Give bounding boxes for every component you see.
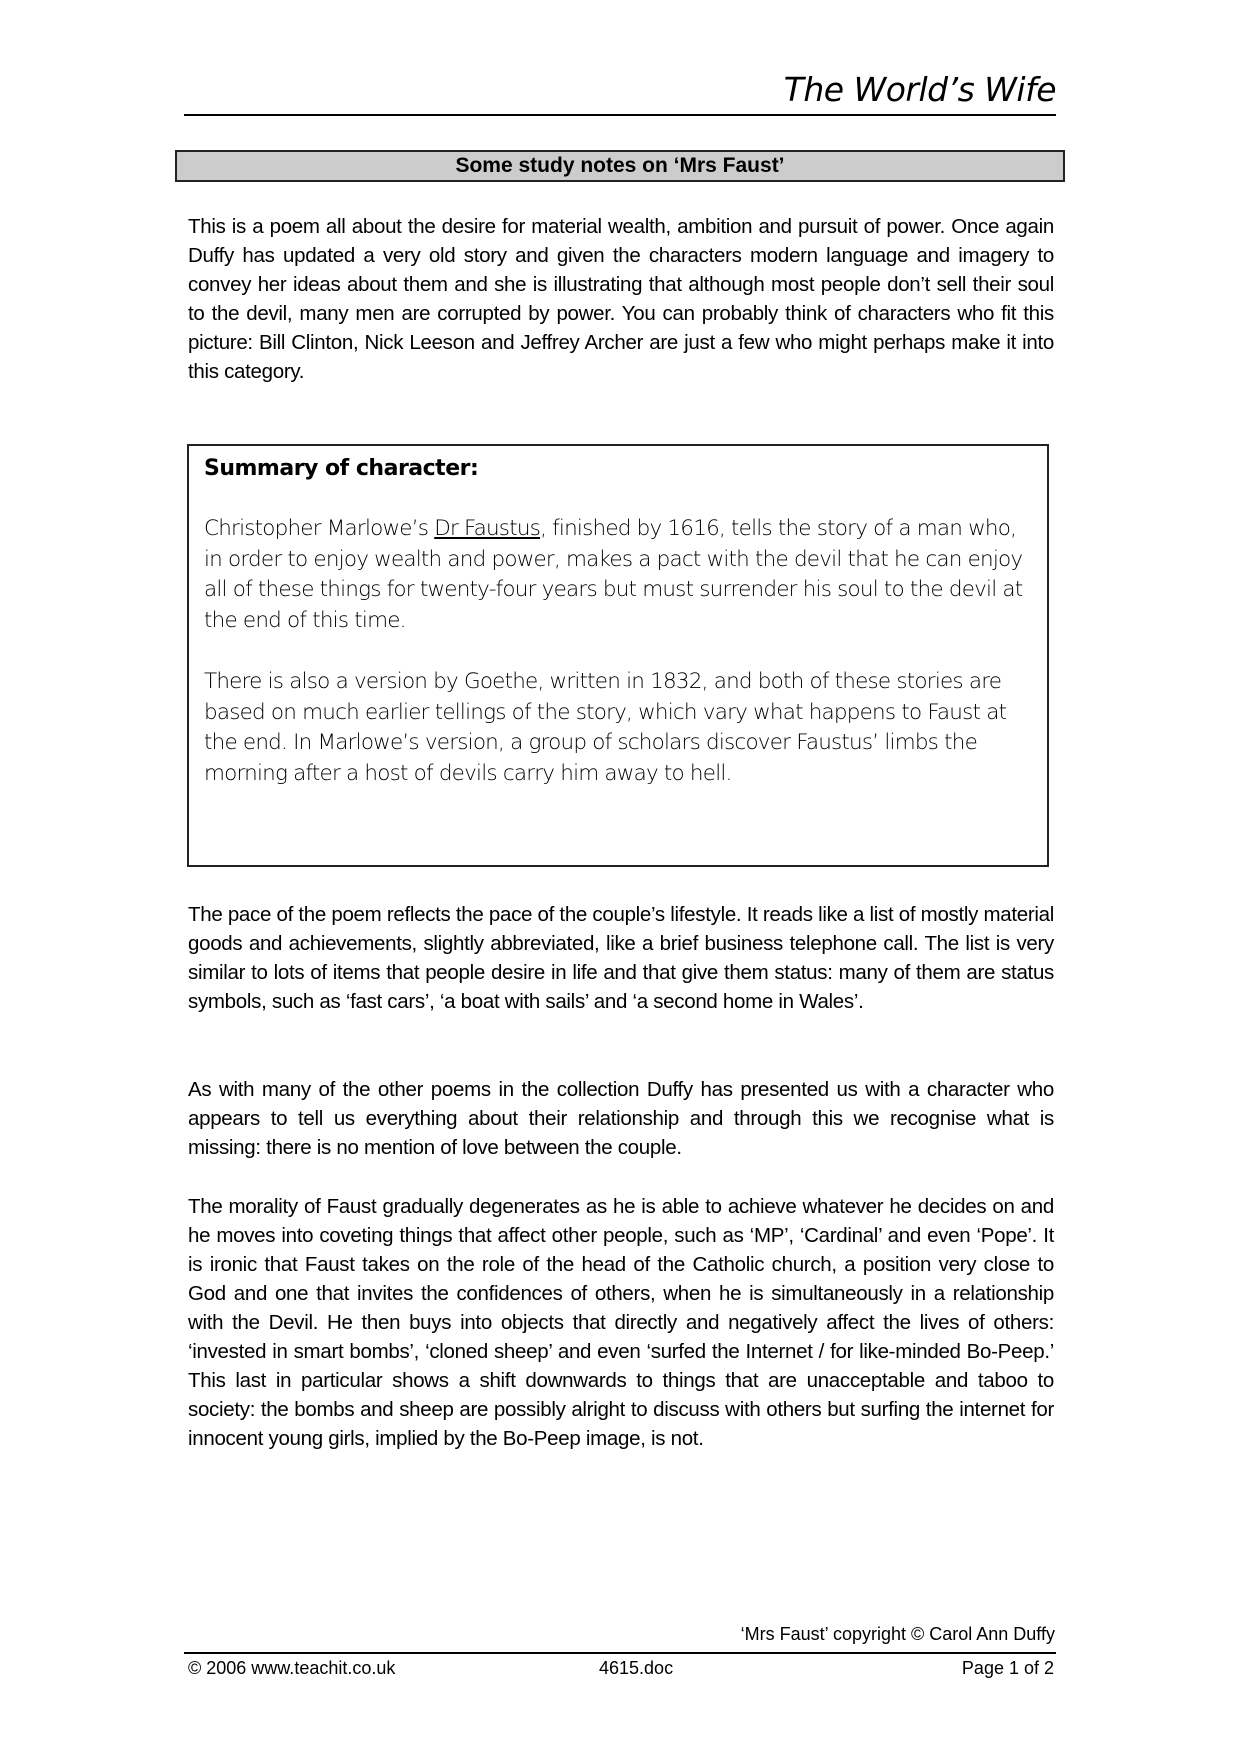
footer-site-copyright: © 2006 www.teachit.co.uk (188, 1658, 396, 1678)
poem-copyright-note: ‘Mrs Faust’ copyright © Carol Ann Duffy (740, 1624, 1055, 1644)
dr-faustus-title: Dr Faustus (434, 516, 541, 541)
footer-divider (184, 1652, 1056, 1654)
header-divider (184, 114, 1056, 116)
summary-paragraph-1 (204, 514, 1034, 636)
page-footer (188, 1658, 1054, 1684)
footer-page-number: Page 1 of 2 (961, 1658, 1054, 1678)
summary-heading: Summary of character: (204, 456, 479, 481)
intro-paragraph: This is a poem all about the desire for material wealth, ambition and pursuit of power. Once again Duffy has updated a very old story and given the characters modern language and imagery to convey her ideas about them and she is illustrating that although most people don’t sell their soul to the devil, many men are corrupted by power. You can probably think of characters who fit this picture: Bill Clinton, Nick Leeson and Jeffrey Archer are just a few who might perhaps make it into this category. (188, 215, 1054, 383)
footer-filename: 4615.doc (599, 1658, 674, 1678)
body-paragraph-morality: The morality of Faust gradually degenerates as he is able to achieve whatever he decides on and he moves into coveting things that affect other people, such as ‘MP’, ‘Cardinal’ and even ‘Pope’. It is ironic that Faust takes on the role of the head of the Catholic church, a position very close to God and one that invites the confidences of others, when he is simultaneously in a relationship with the Devil. He then buys into objects that directly and negatively affect the lives of others: ‘invested in smart bombs’, ‘cloned sheep’ and even ‘surfed the Internet / for like-minded Bo-Peep.’ This last in particular shows a shift downwards to things that are unacceptable and taboo to society: the bombs and sheep are possibly alright to discuss with others but surfing the internet for innocent young girls, implied by the Bo-Peep image, is not. (188, 1195, 1054, 1450)
body-paragraph-relationship: As with many of the other poems in the collection Duffy has presented us with a character who appears to tell us everything about their relationship and through this we recognise what is missing: there is no mention of love between the couple. (188, 1078, 1054, 1159)
section-title: Some study notes on ‘Mrs Faust’ (455, 154, 785, 177)
summary-paragraph-2: There is also a version by Goethe, written in 1832, and both of these stories are based on much earlier tellings of the story, which vary what happens to Faust at the end. In Marlowe’s version, a group of scholars discover Faustus’ limbs the morning after a host of devils carry him away to hell. (204, 669, 1007, 786)
summary-of-character-box (187, 444, 1049, 867)
summary-p1-after: , finished by 1616, tells the story of a man who, in order to enjoy wealth and power, makes a pact with the devil that he can enjoy all of these things for twenty-four years but must surrender his soul to the devil at the end of this time. (204, 516, 1023, 633)
section-title-box (175, 150, 1065, 182)
summary-p1-before: Christopher Marlowe’s (204, 516, 435, 541)
body-paragraph-pace: The pace of the poem reflects the pace of the couple’s lifestyle. It reads like a list of mostly material goods and achievements, slightly abbreviated, like a brief business telephone call. The list is very similar to lots of items that people desire in life and that give them status: many of them are status symbols, such as ‘fast cars’, ‘a boat with sails’ and ‘a second home in Wales’. (188, 903, 1055, 1013)
header-title: The World’s Wife (783, 70, 1056, 109)
